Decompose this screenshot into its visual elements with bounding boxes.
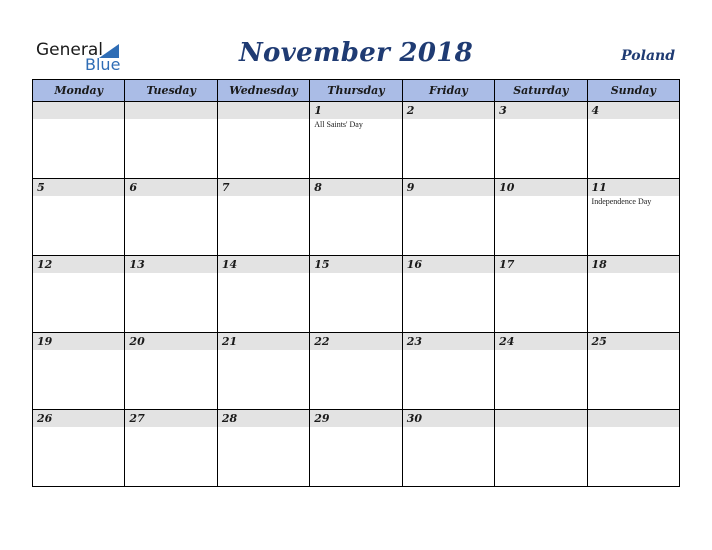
holiday-label: Independence Day bbox=[591, 197, 652, 206]
weekday-header-row bbox=[33, 80, 680, 102]
day-cell bbox=[217, 410, 309, 487]
day-number: 18 bbox=[588, 256, 679, 273]
weekday-monday: Monday bbox=[33, 80, 125, 102]
day-cell bbox=[495, 102, 587, 179]
day-cell bbox=[125, 410, 217, 487]
day-cell bbox=[587, 333, 679, 410]
day-number bbox=[33, 102, 124, 119]
day-cell bbox=[33, 333, 125, 410]
calendar-grid bbox=[32, 79, 680, 487]
weekday-tuesday: Tuesday bbox=[125, 80, 217, 102]
week-row bbox=[33, 102, 680, 179]
day-number bbox=[588, 410, 679, 427]
day-cell bbox=[495, 333, 587, 410]
weekday-thursday: Thursday bbox=[310, 80, 402, 102]
day-cell bbox=[310, 256, 402, 333]
day-number: 27 bbox=[125, 410, 216, 427]
day-number: 5 bbox=[33, 179, 124, 196]
day-number: 20 bbox=[125, 333, 216, 350]
day-cell bbox=[217, 333, 309, 410]
day-number: 2 bbox=[403, 102, 494, 119]
day-cell bbox=[587, 102, 679, 179]
day-number: 12 bbox=[33, 256, 124, 273]
day-number bbox=[495, 410, 586, 427]
day-number: 1 bbox=[310, 102, 401, 119]
country-label: Poland bbox=[621, 48, 675, 64]
day-cell bbox=[402, 179, 494, 256]
day-cell bbox=[33, 102, 125, 179]
day-cell bbox=[217, 179, 309, 256]
day-number: 22 bbox=[310, 333, 401, 350]
day-cell bbox=[125, 256, 217, 333]
weekday-wednesday: Wednesday bbox=[217, 80, 309, 102]
day-number: 3 bbox=[495, 102, 586, 119]
day-number: 10 bbox=[495, 179, 586, 196]
day-cell bbox=[33, 256, 125, 333]
day-cell bbox=[125, 179, 217, 256]
day-cell bbox=[33, 410, 125, 487]
day-cell bbox=[33, 179, 125, 256]
day-number: 8 bbox=[310, 179, 401, 196]
week-row bbox=[33, 256, 680, 333]
day-number: 13 bbox=[125, 256, 216, 273]
day-number: 24 bbox=[495, 333, 586, 350]
day-number: 23 bbox=[403, 333, 494, 350]
day-cell bbox=[310, 102, 402, 179]
day-number: 26 bbox=[33, 410, 124, 427]
day-number: 9 bbox=[403, 179, 494, 196]
calendar-title: November 2018 bbox=[238, 38, 473, 68]
day-number bbox=[125, 102, 216, 119]
day-cell bbox=[402, 410, 494, 487]
week-row bbox=[33, 410, 680, 487]
weekday-sunday: Sunday bbox=[587, 80, 679, 102]
day-number: 17 bbox=[495, 256, 586, 273]
weekday-saturday: Saturday bbox=[495, 80, 587, 102]
day-number: 7 bbox=[218, 179, 309, 196]
day-cell bbox=[495, 410, 587, 487]
day-cell bbox=[402, 102, 494, 179]
logo-text-general: General bbox=[36, 40, 103, 60]
day-number: 11 bbox=[588, 179, 679, 196]
day-cell bbox=[495, 256, 587, 333]
week-row bbox=[33, 179, 680, 256]
day-cell bbox=[587, 256, 679, 333]
day-number: 14 bbox=[218, 256, 309, 273]
weekday-friday: Friday bbox=[402, 80, 494, 102]
day-number: 16 bbox=[403, 256, 494, 273]
day-cell bbox=[402, 333, 494, 410]
day-cell bbox=[217, 102, 309, 179]
day-cell bbox=[125, 333, 217, 410]
day-number: 6 bbox=[125, 179, 216, 196]
day-cell bbox=[310, 179, 402, 256]
day-number: 30 bbox=[403, 410, 494, 427]
day-cell bbox=[587, 410, 679, 487]
logo-text-blue: Blue bbox=[85, 55, 121, 74]
day-number: 29 bbox=[310, 410, 401, 427]
week-row bbox=[33, 333, 680, 410]
day-number bbox=[218, 102, 309, 119]
day-number: 15 bbox=[310, 256, 401, 273]
day-number: 28 bbox=[218, 410, 309, 427]
day-cell bbox=[402, 256, 494, 333]
day-cell bbox=[495, 179, 587, 256]
day-cell bbox=[587, 179, 679, 256]
day-number: 19 bbox=[33, 333, 124, 350]
day-number: 25 bbox=[588, 333, 679, 350]
day-number: 4 bbox=[588, 102, 679, 119]
day-cell bbox=[310, 410, 402, 487]
day-cell bbox=[217, 256, 309, 333]
day-number: 21 bbox=[218, 333, 309, 350]
holiday-label: All Saints' Day bbox=[314, 120, 363, 129]
day-cell bbox=[310, 333, 402, 410]
day-cell bbox=[125, 102, 217, 179]
